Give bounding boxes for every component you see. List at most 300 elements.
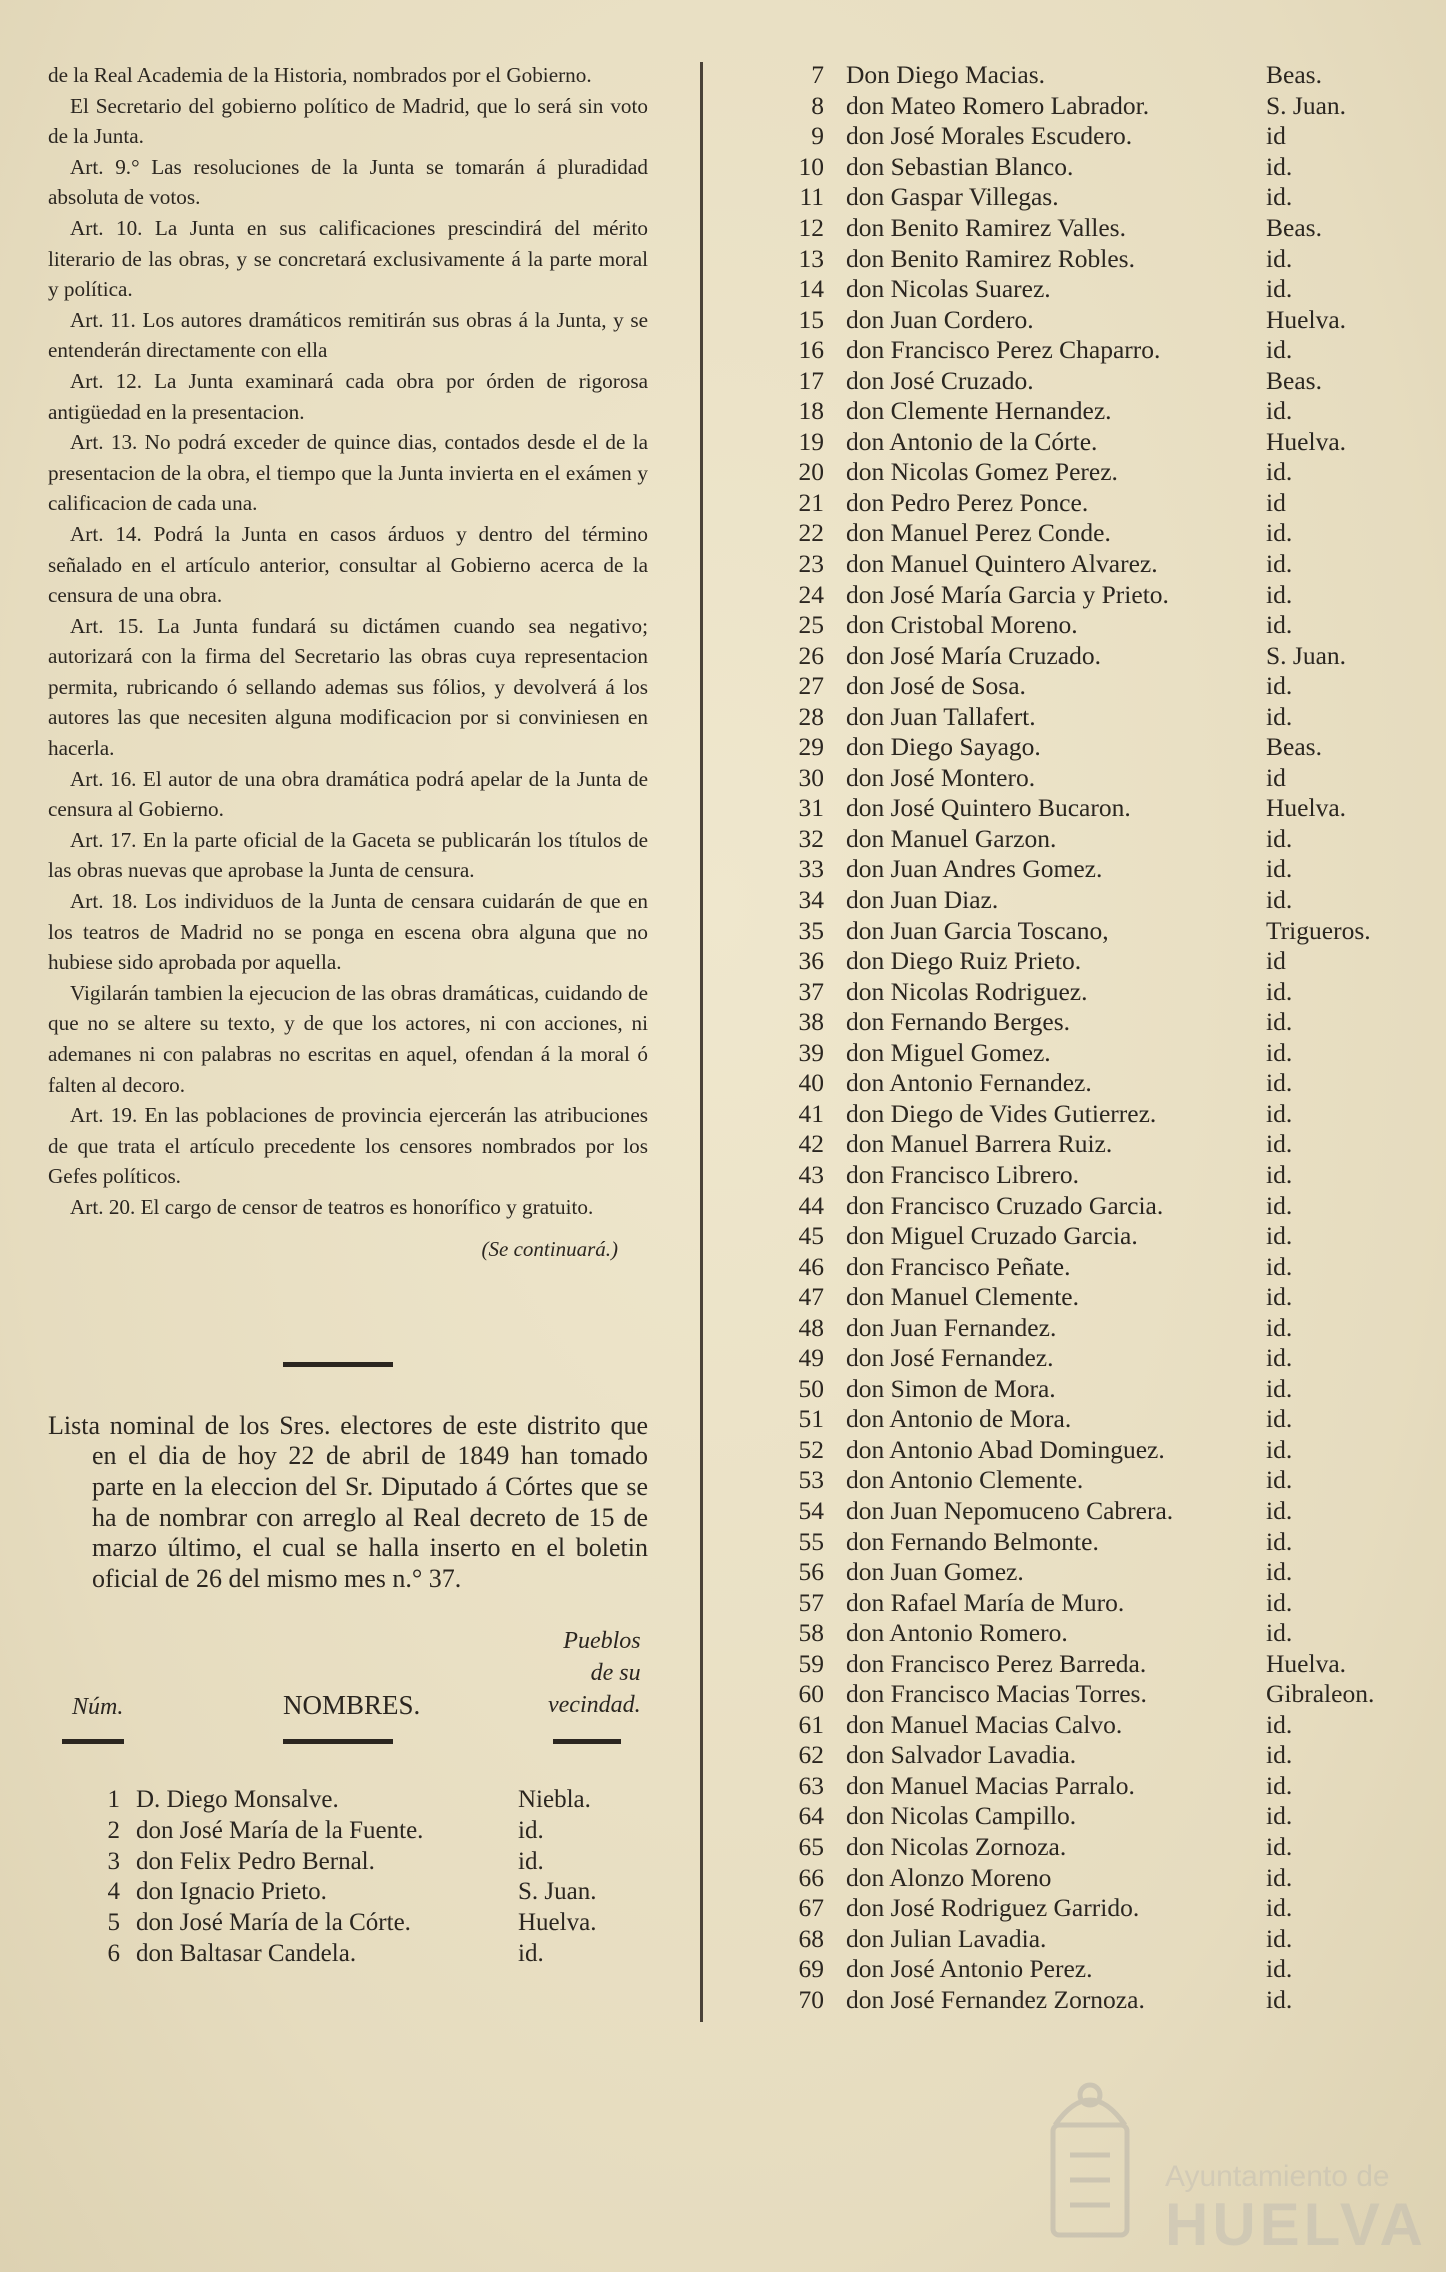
elector-town: id. <box>1266 1159 1293 1189</box>
elector-row <box>736 1312 1416 1343</box>
elector-row <box>736 1465 1416 1496</box>
article-paragraph: Art. 10. La Junta en sus calificaciones prescindirá del mérito literario de las obras, y se concretará exclusivamente á la parte moral y política. <box>48 215 648 302</box>
elector-name: don Manuel Macias Calvo. <box>846 1709 1123 1739</box>
elector-name: don Nicolas Rodriguez. <box>846 976 1088 1006</box>
elector-row <box>736 885 1416 916</box>
elector-town: id <box>1266 487 1286 517</box>
elector-town: Huelva. <box>518 1908 597 1936</box>
elector-num: 56 <box>798 1557 824 1587</box>
header-rules <box>48 1731 648 1761</box>
elector-name: don Manuel Quintero Alvarez. <box>846 549 1158 579</box>
elector-name: don Juan Nepomuceno Cabrera. <box>846 1495 1174 1525</box>
elector-num: 16 <box>798 335 824 365</box>
elector-row <box>736 304 1416 335</box>
elector-row <box>736 243 1416 274</box>
elector-num: 68 <box>798 1923 824 1953</box>
elector-town: id. <box>1266 671 1293 701</box>
elector-num: 22 <box>798 518 824 548</box>
elector-town: id. <box>1266 976 1293 1006</box>
elector-num: 48 <box>798 1312 824 1342</box>
elector-num: 10 <box>798 151 824 181</box>
elector-town: id. <box>1266 1557 1293 1587</box>
elector-num: 49 <box>798 1343 824 1373</box>
elector-num: 36 <box>798 946 824 976</box>
elector-row <box>736 335 1416 366</box>
elector-row <box>736 1496 1416 1527</box>
column-divider <box>700 62 703 2022</box>
elector-row <box>736 1587 1416 1618</box>
elector-name: don José Cruzado. <box>846 365 1034 395</box>
elector-row <box>736 1679 1416 1710</box>
elector-row <box>736 854 1416 885</box>
elector-row <box>736 1740 1416 1771</box>
elector-name: don Diego de Vides Gutierrez. <box>846 1098 1157 1128</box>
elector-row <box>736 152 1416 183</box>
elector-row <box>736 121 1416 152</box>
elector-town: id. <box>1266 1343 1293 1373</box>
elector-num: 46 <box>798 1251 824 1281</box>
elector-row <box>736 1435 1416 1466</box>
elector-row <box>736 427 1416 458</box>
elector-list-left <box>48 1785 648 1969</box>
elector-town: id. <box>1266 1740 1293 1770</box>
elector-name: don Julian Lavadia. <box>846 1923 1047 1953</box>
elector-row <box>736 1404 1416 1435</box>
elector-row <box>736 701 1416 732</box>
elector-name: don Fernando Berges. <box>846 1007 1071 1037</box>
elector-name: don José Antonio Perez. <box>846 1954 1093 1984</box>
elector-num: 13 <box>798 243 824 273</box>
elector-name: don José Fernandez Zornoza. <box>846 1984 1145 2014</box>
elector-row <box>736 60 1416 91</box>
elector-town: Huelva. <box>1266 426 1347 456</box>
elector-num: 25 <box>798 610 824 640</box>
elector-name: don Francisco Cruzado Garcia. <box>846 1190 1164 1220</box>
elector-name: don Pedro Perez Ponce. <box>846 487 1089 517</box>
elector-num: 4 <box>107 1878 120 1906</box>
elector-num: 12 <box>798 213 824 242</box>
elector-town: id <box>1266 121 1286 151</box>
elector-num: 50 <box>798 1373 824 1403</box>
elector-num: 21 <box>798 487 824 517</box>
elector-town: id. <box>1266 549 1293 579</box>
elector-num: 7 <box>811 60 824 90</box>
elector-name: don José María de la Córte. <box>136 1908 411 1936</box>
elector-town: id. <box>1266 1618 1293 1648</box>
elector-name: don Antonio de Mora. <box>846 1404 1072 1434</box>
elector-name: don Juan Cordero. <box>846 304 1034 334</box>
elector-town: S. Juan. <box>1266 90 1347 120</box>
regulation-text <box>48 60 648 1223</box>
article-paragraph: El Secretario del gobierno político de Madrid, que lo será sin voto de la Junta. <box>48 93 648 149</box>
elector-row <box>736 365 1416 396</box>
elector-town: Beas. <box>1266 60 1322 90</box>
elector-row <box>736 1710 1416 1741</box>
elector-num: 30 <box>798 762 824 792</box>
elector-town: id. <box>1266 243 1293 273</box>
coat-of-arms-icon <box>1035 2065 1145 2255</box>
elector-name: don Benito Ramirez Valles. <box>846 213 1126 242</box>
elector-town: id. <box>1266 701 1293 731</box>
elector-row <box>736 1129 1416 1160</box>
left-column <box>48 60 648 1969</box>
elector-row <box>48 1846 648 1877</box>
elector-name: don Ignacio Prieto. <box>136 1878 327 1906</box>
elector-list-right <box>736 60 1416 2015</box>
header-names: NOMBRES. <box>283 1689 421 1720</box>
elector-row <box>736 549 1416 580</box>
elector-row <box>736 1282 1416 1313</box>
elector-name: don Fernando Belmonte. <box>846 1526 1099 1556</box>
elector-town: id. <box>1266 1373 1293 1403</box>
elector-num: 42 <box>798 1129 824 1159</box>
elector-name: don Alonzo Moreno <box>846 1862 1052 1892</box>
elector-row <box>48 1938 648 1969</box>
elector-name: don Juan Fernandez. <box>846 1312 1057 1342</box>
elector-num: 27 <box>798 671 824 701</box>
elector-name: don Nicolas Suarez. <box>846 274 1051 304</box>
elector-town: id. <box>1266 1037 1293 1067</box>
elector-row <box>736 1099 1416 1130</box>
elector-num: 18 <box>798 396 824 426</box>
elector-name: don Juan Diaz. <box>846 885 999 915</box>
header-towns-line1: Pueblos <box>563 1627 641 1654</box>
elector-name: Don Diego Macias. <box>846 60 1045 90</box>
elector-town: id. <box>518 1847 544 1875</box>
elector-num: 35 <box>798 915 824 945</box>
header-rule-names <box>283 1739 393 1744</box>
elector-name: don José María Garcia y Prieto. <box>846 579 1169 609</box>
elector-town: id. <box>1266 1587 1293 1617</box>
elector-name: don Sebastian Blanco. <box>846 151 1074 181</box>
article-paragraph: Art. 17. En la parte oficial de la Gaceta se publicarán los títulos de las obras nuevas que aprobase la Junta de censura. <box>48 827 648 883</box>
elector-num: 45 <box>798 1221 824 1251</box>
elector-row <box>736 579 1416 610</box>
elector-name: don Cristobal Moreno. <box>846 610 1078 640</box>
elector-town: id. <box>1266 1526 1293 1556</box>
elector-row <box>736 1190 1416 1221</box>
elector-name: don Nicolas Campillo. <box>846 1801 1077 1831</box>
elector-row <box>48 1908 648 1939</box>
elector-row <box>736 91 1416 122</box>
elector-name: don Manuel Garzon. <box>846 823 1057 853</box>
elector-num: 60 <box>798 1679 824 1709</box>
elector-row <box>736 457 1416 488</box>
elector-name: don Juan Andres Gomez. <box>846 854 1103 884</box>
elector-row <box>736 671 1416 702</box>
elector-row <box>736 396 1416 427</box>
elector-num: 39 <box>798 1037 824 1067</box>
elector-row <box>736 1771 1416 1802</box>
elector-town: id. <box>1266 1068 1293 1098</box>
elector-num: 1 <box>107 1786 120 1814</box>
elector-row <box>736 1068 1416 1099</box>
elector-name: don Francisco Librero. <box>846 1159 1079 1189</box>
elector-num: 47 <box>798 1282 824 1312</box>
list-table-header <box>48 1621 648 1731</box>
elector-num: 29 <box>798 732 824 762</box>
elector-num: 19 <box>798 426 824 456</box>
elector-name: don Mateo Romero Labrador. <box>846 90 1150 120</box>
elector-num: 59 <box>798 1648 824 1678</box>
elector-name: don José María de la Fuente. <box>136 1816 424 1844</box>
elector-num: 34 <box>798 885 824 915</box>
elector-row <box>736 610 1416 641</box>
elector-num: 53 <box>798 1465 824 1495</box>
elector-row <box>736 1618 1416 1649</box>
elector-town: id. <box>1266 518 1293 548</box>
elector-row <box>48 1815 648 1846</box>
elector-row <box>736 793 1416 824</box>
elector-num: 52 <box>798 1434 824 1464</box>
elector-town: id. <box>1266 854 1293 884</box>
elector-town: id. <box>518 1816 544 1844</box>
elector-town: id. <box>1266 1282 1293 1312</box>
elector-town: id. <box>1266 1923 1293 1953</box>
elector-name: don Francisco Peñate. <box>846 1251 1071 1281</box>
elector-num: 17 <box>798 365 824 395</box>
elector-town: Huelva. <box>1266 793 1347 823</box>
elector-row <box>736 824 1416 855</box>
article-paragraph: Vigilarán tambien la ejecucion de las obras dramáticas, cuidando de que no se altere su texto, y de que los actores, ni con acciones, ni ademanes ni con palabras no escritas en aquel, ofendan á la moral ó falten al decoro. <box>48 980 648 1097</box>
elector-row <box>736 488 1416 519</box>
elector-num: 54 <box>798 1495 824 1525</box>
elector-num: 32 <box>798 823 824 853</box>
elector-num: 41 <box>798 1098 824 1128</box>
elector-num: 11 <box>799 182 824 212</box>
elector-town: id. <box>1266 1893 1293 1923</box>
header-num: Núm. <box>72 1693 124 1720</box>
elector-town: id. <box>1266 610 1293 640</box>
elector-num: 9 <box>811 121 824 151</box>
elector-num: 3 <box>107 1847 120 1875</box>
elector-num: 33 <box>798 854 824 884</box>
elector-num: 5 <box>107 1908 120 1936</box>
header-rule-towns <box>553 1739 621 1744</box>
elector-row <box>736 1862 1416 1893</box>
elector-town: id. <box>1266 1312 1293 1342</box>
elector-town: id. <box>1266 182 1293 212</box>
elector-row <box>736 763 1416 794</box>
elector-name: don Francisco Perez Barreda. <box>846 1648 1147 1678</box>
elector-num: 14 <box>798 274 824 304</box>
header-rule-num <box>62 1739 124 1744</box>
elector-num: 55 <box>798 1526 824 1556</box>
elector-name: don José Quintero Bucaron. <box>846 793 1131 823</box>
elector-town: id. <box>1266 1129 1293 1159</box>
elector-num: 23 <box>798 549 824 579</box>
watermark-line2: HUELVA <box>1165 2191 1427 2258</box>
elector-row <box>736 732 1416 763</box>
elector-town: Huelva. <box>1266 304 1347 334</box>
elector-town: id. <box>1266 823 1293 853</box>
header-towns-line3: vecindad. <box>548 1691 641 1718</box>
elector-town: S. Juan. <box>1266 640 1347 670</box>
elector-num: 31 <box>798 793 824 823</box>
elector-town: S. Juan. <box>518 1878 597 1906</box>
elector-num: 2 <box>107 1816 120 1844</box>
article-paragraph: Art. 12. La Junta examinará cada obra por órden de rigorosa antigüedad en la presentacion. <box>48 368 648 424</box>
elector-name: don Manuel Clemente. <box>846 1282 1079 1312</box>
elector-town: id. <box>1266 1770 1293 1800</box>
elector-num: 58 <box>798 1618 824 1648</box>
elector-row <box>736 1038 1416 1069</box>
elector-name: don José María Cruzado. <box>846 640 1101 670</box>
elector-name: don Rafael María de Muro. <box>846 1587 1125 1617</box>
elector-town: id. <box>1266 1984 1293 2014</box>
elector-num: 57 <box>798 1587 824 1617</box>
elector-row <box>736 915 1416 946</box>
elector-town: id. <box>1266 1190 1293 1220</box>
elector-town: id. <box>1266 151 1293 181</box>
elector-name: don Nicolas Gomez Perez. <box>846 457 1118 487</box>
elector-num: 26 <box>798 640 824 670</box>
elector-name: don Gaspar Villegas. <box>846 182 1059 212</box>
elector-name: don José Montero. <box>846 762 1036 792</box>
elector-town: id. <box>1266 579 1293 609</box>
section-divider-rule <box>283 1362 393 1367</box>
elector-row <box>736 1923 1416 1954</box>
elector-town: Trigueros. <box>1266 915 1371 945</box>
elector-town: id. <box>1266 1709 1293 1739</box>
header-towns <box>548 1625 641 1721</box>
elector-num: 6 <box>107 1939 120 1967</box>
elector-row <box>736 1954 1416 1985</box>
elector-town: id. <box>1266 885 1293 915</box>
article-paragraph: de la Real Academia de la Historia, nombrados por el Gobierno. <box>48 63 592 87</box>
elector-row <box>736 518 1416 549</box>
elector-num: 40 <box>798 1068 824 1098</box>
elector-row <box>736 1648 1416 1679</box>
elector-row <box>736 976 1416 1007</box>
elector-num: 43 <box>798 1159 824 1189</box>
elector-town: id. <box>1266 396 1293 426</box>
elector-name: don Manuel Macias Parralo. <box>846 1770 1135 1800</box>
elector-town: id. <box>1266 1862 1293 1892</box>
watermark-line1: Ayuntamiento de <box>1165 2160 1390 2193</box>
elector-num: 61 <box>798 1709 824 1739</box>
elector-town: Gibraleon. <box>1266 1679 1375 1709</box>
elector-name: don Francisco Macias Torres. <box>846 1679 1147 1709</box>
article-paragraph: Art. 14. Podrá la Junta en casos árduos y dentro del término señalado en el artículo anterior, consultar al Gobierno acerca de la censura de una obra. <box>48 521 648 608</box>
elector-row <box>736 1526 1416 1557</box>
elector-name: don Salvador Lavadia. <box>846 1740 1077 1770</box>
elector-town: id. <box>1266 1465 1293 1495</box>
elector-row <box>736 1160 1416 1191</box>
elector-town: id. <box>1266 1801 1293 1831</box>
elector-num: 44 <box>798 1190 824 1220</box>
elector-num: 8 <box>811 90 824 120</box>
elector-row <box>48 1785 648 1816</box>
elector-name: don Antonio Fernandez. <box>846 1068 1092 1098</box>
elector-name: don Juan Tallafert. <box>846 701 1036 731</box>
elector-num: 37 <box>798 976 824 1006</box>
elector-name: don Miguel Gomez. <box>846 1037 1051 1067</box>
elector-name: don Nicolas Zornoza. <box>846 1831 1067 1861</box>
elector-row <box>736 1221 1416 1252</box>
elector-town: Beas. <box>1266 213 1322 242</box>
elector-name: D. Diego Monsalve. <box>136 1786 339 1814</box>
elector-num: 24 <box>798 579 824 609</box>
elector-town: Beas. <box>1266 732 1322 762</box>
elector-town: id. <box>518 1939 544 1967</box>
article-paragraph: Art. 20. El cargo de censor de teatros es honorífico y gratuito. <box>70 1194 594 1219</box>
elector-name: don José Fernandez. <box>846 1343 1054 1373</box>
elector-num: 65 <box>798 1831 824 1861</box>
elector-num: 28 <box>798 701 824 731</box>
elector-row <box>736 1984 1416 2015</box>
elector-num: 70 <box>798 1984 824 2014</box>
article-paragraph: Art. 15. La Junta fundará su dictámen cuando sea negativo; autorizará con la firma del Secretario las obras cuya representacion permita, rubricando ó sellando ademas sus fólios, y devolverá á los autores las que necesiten alguna modificacion por si conviniesen en hacerla. <box>48 613 648 761</box>
elector-num: 63 <box>798 1770 824 1800</box>
header-towns-line2: de su <box>590 1659 641 1686</box>
elector-num: 62 <box>798 1740 824 1770</box>
elector-row <box>736 1251 1416 1282</box>
elector-town: id. <box>1266 1221 1293 1251</box>
ayuntamiento-huelva-watermark <box>1035 2065 1427 2265</box>
elector-name: don Manuel Perez Conde. <box>846 518 1111 548</box>
elector-row <box>736 1007 1416 1038</box>
article-paragraph: Art. 19. En las poblaciones de provincia ejercerán las atribuciones de que trata el artículo precedente los censores nombrados por los Gefes políticos. <box>48 1103 648 1189</box>
elector-name: don Baltasar Candela. <box>136 1939 357 1967</box>
elector-town: Beas. <box>1266 365 1322 395</box>
elector-row <box>736 274 1416 305</box>
elector-name: don José Rodriguez Garrido. <box>846 1893 1140 1923</box>
elector-name: don Antonio Clemente. <box>846 1465 1084 1495</box>
elector-row <box>736 1893 1416 1924</box>
elector-name: don José de Sosa. <box>846 671 1026 701</box>
elector-town: id. <box>1266 1251 1293 1281</box>
elector-row <box>736 1801 1416 1832</box>
elector-name: don Antonio de la Córte. <box>846 426 1098 456</box>
elector-town: id. <box>1266 457 1293 487</box>
elector-num: 15 <box>798 304 824 334</box>
elector-name: don Antonio Romero. <box>846 1618 1068 1648</box>
elector-name: don Juan Garcia Toscano, <box>846 915 1109 945</box>
elector-row <box>736 213 1416 244</box>
elector-name: don Juan Gomez. <box>846 1557 1024 1587</box>
elector-num: 64 <box>798 1801 824 1831</box>
elector-num: 69 <box>798 1954 824 1984</box>
elector-num: 51 <box>798 1404 824 1434</box>
elector-num: 38 <box>798 1007 824 1037</box>
elector-row <box>48 1877 648 1908</box>
elector-row <box>736 946 1416 977</box>
elector-town: id. <box>1266 274 1293 304</box>
elector-num: 20 <box>798 457 824 487</box>
article-paragraph: Art. 11. Los autores dramáticos remitirán sus obras á la Junta, y se entenderán directamente con ella <box>48 307 648 363</box>
elector-town: id. <box>1266 1495 1293 1525</box>
elector-town: Huelva. <box>1266 1648 1347 1678</box>
elector-town: id. <box>1266 1434 1293 1464</box>
elector-row <box>736 1832 1416 1863</box>
elector-row <box>736 640 1416 671</box>
elector-name: don Miguel Cruzado Garcia. <box>846 1221 1138 1251</box>
elector-row <box>736 1557 1416 1588</box>
elector-town: id. <box>1266 1007 1293 1037</box>
article-paragraph: Art. 18. Los individuos de la Junta de censara cuidarán de que en los teatros de Madrid no se ponga en escena obra alguna que no hubiese sido aprobada por aquella. <box>48 889 648 975</box>
elector-name: don Clemente Hernandez. <box>846 396 1112 426</box>
elector-name: don Antonio Abad Dominguez. <box>846 1434 1165 1464</box>
elector-row <box>736 182 1416 213</box>
elector-num: 67 <box>798 1893 824 1923</box>
elector-num: 66 <box>798 1862 824 1892</box>
elector-name: don Diego Sayago. <box>846 732 1041 762</box>
elector-name: don José Morales Escudero. <box>846 121 1133 151</box>
elector-town: id <box>1266 946 1286 976</box>
elector-town: id. <box>1266 335 1293 365</box>
elector-row <box>736 1343 1416 1374</box>
